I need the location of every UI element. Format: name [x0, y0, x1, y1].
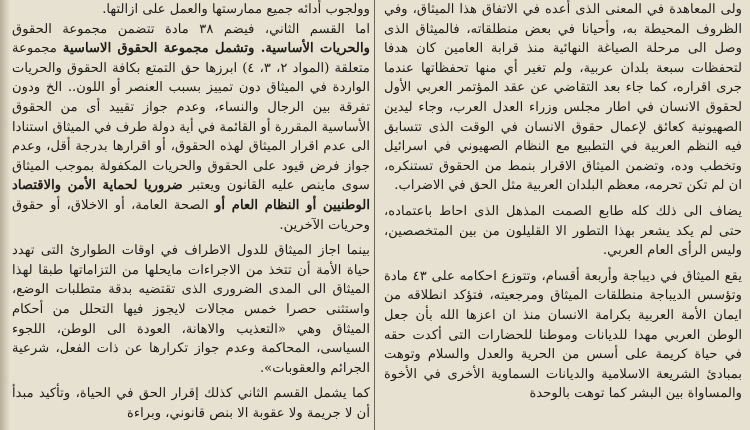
text-line: ضروريا لحماية الأمن والاقتصاد الوطنيين أو النظام العام أو — [12, 178, 370, 213]
text-line: الحقوق والحريات الواردة في الميثاق دون تمييز بسبب العنصر أو — [12, 60, 370, 96]
text-line: اللون.. الخ ودون تفرقة بين الرجال والنساء، وعدم جواز تقييد — [12, 80, 370, 115]
text-line: مجموعة متعلقة (المواد ٢، ٣، ٤) ابرزها حق التمتع بكافة — [12, 41, 370, 76]
text-line: والسلام وتوهت بمبادئ الشريعة الاسلامية والديانات السماوية — [384, 347, 742, 382]
text-line: باعتماده، حتى لم يكد يشعر بهذا التطور الا القليلون من بين — [384, 203, 742, 239]
page-edge-shadow — [0, 0, 10, 430]
text-line: طبقا لهذا الميثاق الى المدى الضرورى الذى تقتضيه بدقة — [12, 262, 370, 298]
text-line: الظروف المحيطة به، وأحيانا في بعض منطلقاته، فالميثاق الذى — [384, 21, 742, 37]
text-line: المتخصصين، وليس الرأى العام العربي. — [384, 223, 742, 259]
text-line: والحريات الأساسية. وتشمل مجموعة الحقوق الاساسية — [62, 41, 370, 57]
text-line: العربية مثل الحق في الاضراب. — [394, 178, 563, 194]
text-line: يقع الميثاق في ديباجة وأربعة أقسام، وتتوزع احكامه على — [431, 268, 742, 284]
text-line: بدرجة أقل، وعدم جواز فرض قيود على الحقوق والحريات — [12, 139, 370, 174]
left-paragraph-1 — [12, 0, 370, 20]
right-paragraph-2 — [384, 202, 742, 261]
text-line: الصهيوني في اسرائيل وتخطب وده، وتضمن الميثاق الاقرار — [384, 139, 742, 174]
text-line: بينما اجاز الميثاق للدول الاطراف في اوقات الطوارئ التى — [40, 243, 370, 259]
text-line: جرى اقراره، كما جاء بعد التقاضي عن عقد المؤتمر العربي — [416, 80, 742, 96]
text-line: أكدت حقه في حياة كريمة على أسس من الحرية والعدل — [384, 327, 742, 363]
text-line: بنمط من الحقوق تستنكره، ان لم تكن تحرمه، معظم البلدان — [384, 158, 742, 194]
text-line: بأن جعل الوطن العربي مهدا للديانات وموطنا للحضارات التى — [384, 307, 742, 343]
column-divider — [374, 0, 375, 430]
text-line: وصل الى مرحلة الصياغة النهائية منذ قرابة العامين كان هدفا — [384, 41, 742, 57]
text-line: ٤٣ مادة وتؤسس الديباجة منطلقات الميثاق ومرجعيته، فتؤكد — [384, 268, 742, 304]
text-line: تهدد حياة الأمة أن تتخذ من الاجراءات مايحلها من التزاماتها — [12, 243, 370, 278]
text-line: متطلبات الوضع، واستثنى حصرا خمس مجالات لايجوز فيها — [12, 282, 370, 317]
left-column — [12, 0, 370, 430]
left-paragraph-3 — [12, 241, 370, 378]
text-line: الفعل، شرعية الجرائم والعقوبات». — [12, 341, 370, 376]
text-line: كما يشمل القسم الثاني كذلك إقرار الحق في الحياة، — [75, 386, 370, 402]
text-line: لتحفظات سبعة بلدان عربية، ولم تغير أي منها تحفظاتها عندما — [384, 60, 742, 76]
text-line: الصحة العامة، أو الاخلاق، أو حقوق وحريات الآخرين. — [12, 197, 370, 233]
text-line: الوقت الذى تتسابق فيه النظم العربية في التطبيع مع النظام — [384, 119, 742, 155]
right-paragraph-1 — [384, 0, 742, 196]
text-line: الوطن، اللجوء السياسى، المحاكمة وعدم جواز تكرارها عن ذات — [12, 321, 370, 357]
text-line: وتأكيد مبدأ أن لا جريمة ولا عقوبة الا بنص قانوني، وبراءة — [12, 386, 370, 421]
text-line: ولى المعاهدة في المعنى الذى أعده في الاتفاق هذا الميثاق، وفي — [384, 2, 742, 17]
text-line: وجاء ليدين الصهيونية كعائق لإعمال حقوق الانسان في — [384, 99, 742, 135]
left-paragraph-2 — [12, 20, 370, 236]
text-line: الأول لحقوق الانسان في اطار مجلس وزراء العدل العرب، — [384, 80, 742, 115]
text-line: انطلاقه من ايمان الأمة العربية بكرامة الانسان منذ ان اعزها الله — [384, 288, 742, 323]
right-paragraph-3 — [384, 267, 742, 404]
text-line: التحلل من أحكام الميثاق وهي «التعذيب والاهانة، العودة الى — [12, 301, 370, 337]
text-line: أى من الحقوق الأساسية المقررة أو القائمة في أية دولة طرف — [12, 99, 370, 135]
text-line: الأخرى في الأخوة والمساواة بين البشر كما توهت بالوحدة — [384, 366, 742, 402]
text-line: المكفولة بموجب الميثاق سوى ماينص عليه القانون ويعتبر — [12, 158, 370, 194]
text-line: في الميثاق استنادا الى عدم اقرار الميثاق لهذه الحقوق، أو اقرارها — [12, 119, 370, 155]
text-line: اما القسم الثاني، فيضم ٣٨ مادة تتضمن مجموعة الحقوق — [12, 21, 370, 37]
right-column — [384, 0, 742, 430]
text-line: يضاف الى ذلك كله طابع الصمت المذهل الذى احاط — [439, 203, 742, 219]
text-line: وولجوب أدائه جميع ممارستها والعمل على ازالتها. — [102, 2, 370, 17]
left-paragraph-4 — [12, 384, 370, 423]
